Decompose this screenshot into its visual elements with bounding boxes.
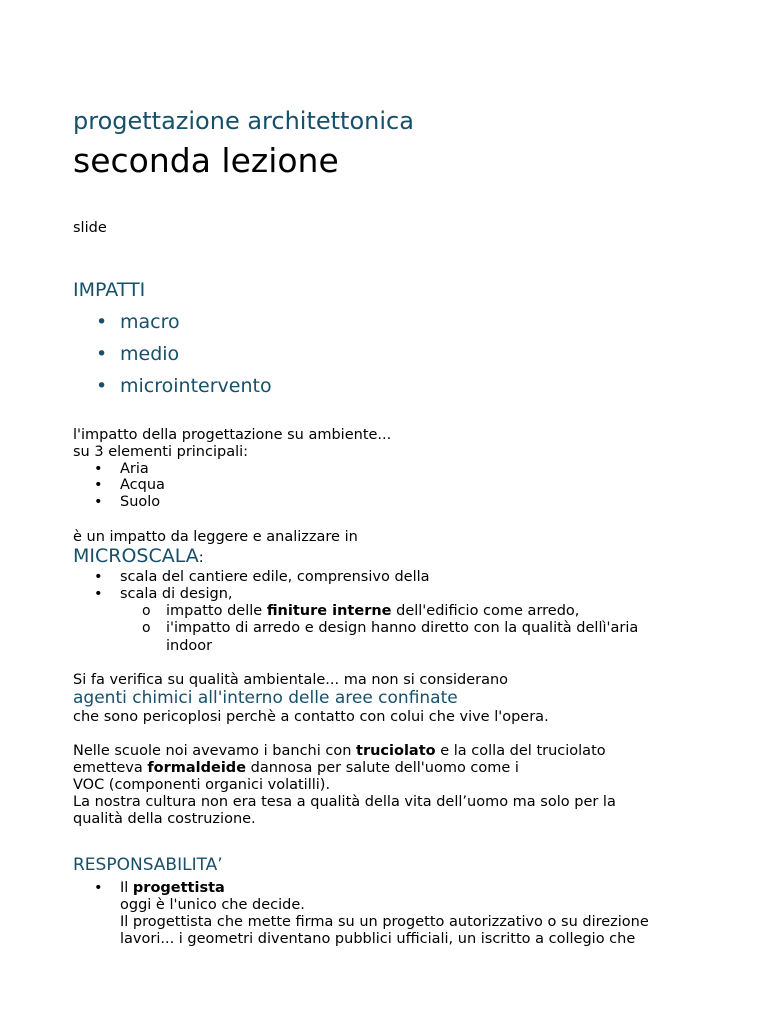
bullet-icon: • bbox=[96, 375, 108, 397]
impatti-item-microintervento: • microintervento bbox=[96, 375, 272, 397]
scuole-line-4: La nostra cultura non era tesa a qualità della vita dell’uomo ma solo per la bbox=[73, 794, 616, 810]
slide-label: slide bbox=[73, 220, 107, 236]
microscala-heading: MICROSCALA bbox=[73, 545, 199, 567]
microscala-subitem-arredo-cont: indoor bbox=[166, 638, 213, 654]
ambiente-item-suolo: • Suolo bbox=[94, 494, 161, 510]
microscala-subitem-finiture: o impatto delle finiture interne dell'edificio come arredo, bbox=[142, 603, 580, 619]
bullet-icon: • bbox=[94, 569, 103, 585]
circle-bullet-icon: o bbox=[142, 620, 151, 636]
circle-bullet-icon: o bbox=[142, 603, 151, 619]
bullet-icon: • bbox=[94, 477, 103, 493]
impatti-heading: IMPATTI bbox=[73, 279, 146, 301]
ambiente-item-acqua: • Acqua bbox=[94, 477, 165, 493]
microscala-item-cantiere: • scala del cantiere edile, comprensivo della bbox=[94, 569, 430, 585]
responsabilita-line-3: Il progettista che mette firma su un progetto autorizzativo o su direzione bbox=[120, 914, 649, 930]
document-title: seconda lezione bbox=[73, 141, 339, 180]
microscala-heading-line bbox=[73, 545, 204, 567]
bullet-icon: • bbox=[94, 880, 103, 896]
bullet-icon: • bbox=[96, 311, 108, 333]
ambiente-item-aria: • Aria bbox=[94, 461, 149, 477]
scuole-line-3: VOC (componenti organici volatilli). bbox=[73, 777, 331, 793]
microscala-subitem-arredo: o i'impatto di arredo e design hanno diretto con la qualità dellì'aria bbox=[142, 620, 639, 636]
ambiente-line-2: su 3 elementi principali: bbox=[73, 444, 249, 460]
scuole-line-1: Nelle scuole noi avevamo i banchi con truciolato e la colla del truciolato bbox=[73, 743, 606, 759]
document-subtitle: progettazione architettonica bbox=[73, 107, 414, 135]
microscala-item-design: • scala di design, bbox=[94, 586, 233, 602]
bullet-icon: • bbox=[94, 461, 103, 477]
microscala-lead: è un impatto da leggere e analizzare in bbox=[73, 529, 358, 545]
scuole-line-5: qualità della costruzione. bbox=[73, 811, 256, 827]
impatti-item-macro: • macro bbox=[96, 311, 180, 333]
bullet-icon: • bbox=[96, 343, 108, 365]
bullet-icon: • bbox=[94, 494, 103, 510]
verifica-highlight: agenti chimici all'interno delle aree confinate bbox=[73, 688, 458, 708]
verifica-line-2: che sono pericoplosi perchè a contatto con colui che vive l'opera. bbox=[73, 709, 549, 725]
bullet-icon: • bbox=[94, 586, 103, 602]
microscala-colon: : bbox=[198, 550, 204, 566]
scuole-line-2: emetteva formaldeide dannosa per salute dell'uomo come i bbox=[73, 760, 519, 776]
responsabilita-line-4: lavori... i geometri diventano pubblici ufficiali, un iscritto a collegio che bbox=[120, 931, 636, 947]
verifica-line-1: Si fa verifica su qualità ambientale... ma non si considerano bbox=[73, 672, 509, 688]
responsabilita-line-2: oggi è l'unico che decide. bbox=[120, 897, 305, 913]
responsabilita-item-progettista: • Il progettista bbox=[94, 880, 225, 896]
ambiente-line-1: l'impatto della progettazione su ambiente... bbox=[73, 427, 392, 443]
impatti-item-medio: • medio bbox=[96, 343, 180, 365]
responsabilita-heading: RESPONSABILITA’ bbox=[73, 855, 223, 875]
